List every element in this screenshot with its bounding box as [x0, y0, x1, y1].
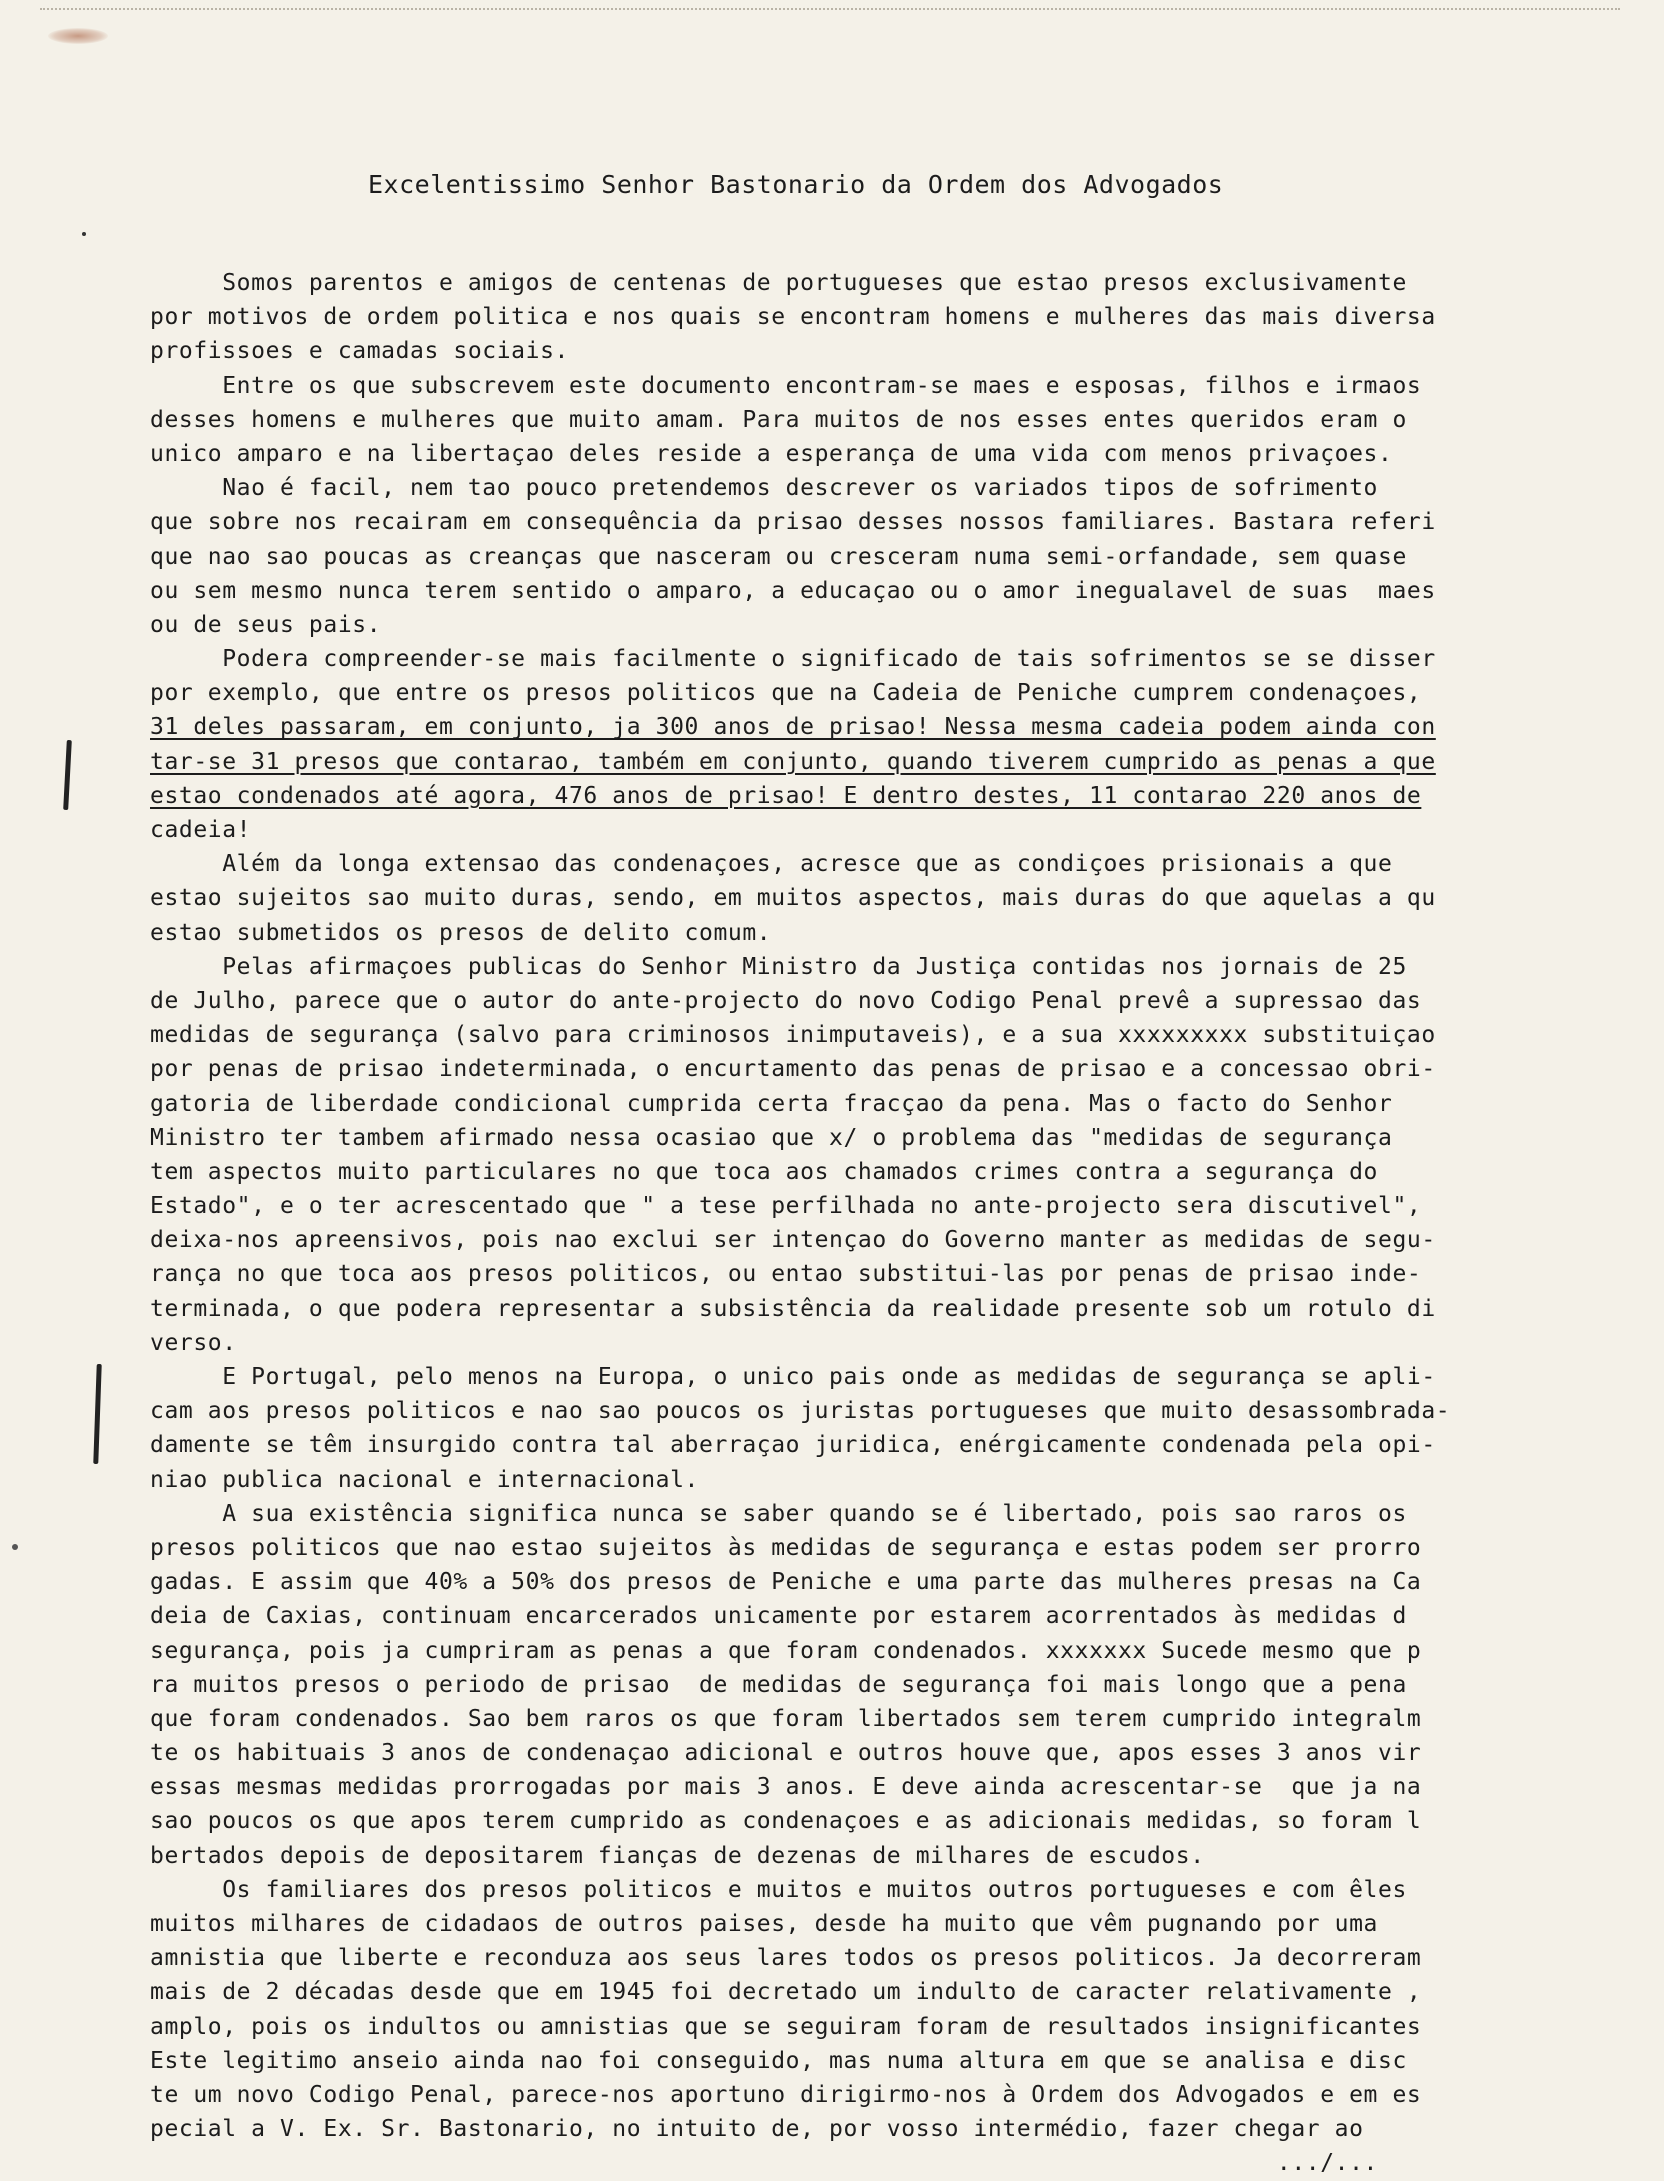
text-line: que sobre nos recairam em consequência da prisao desses nossos familiares. Bastara referi: [150, 509, 1436, 536]
text-line: que foram condenados. Sao bem raros os que foram libertados sem terem cumprido integralm: [150, 1705, 1422, 1732]
ink-dot-margin: [12, 1544, 18, 1550]
margin-mark-1: [63, 740, 72, 810]
text-line: gatoria de liberdade condicional cumprida certa fracçao da pena. Mas o facto do Senhor: [150, 1090, 1393, 1117]
text-line: por motivos de ordem politica e nos quais se encontram homens e mulheres das mais diversa: [150, 304, 1436, 331]
text-line: por exemplo, que entre os presos politicos que na Cadeia de Peniche cumprem condenaçoes,: [150, 680, 1422, 707]
text-line: damente se têm insurgido contra tal aberraçao juridica, enérgicamente condenada pela opi-: [150, 1432, 1436, 1459]
text-line: Podera compreender-se mais facilmente o significado de tais sofrimentos se se disser: [150, 646, 1436, 673]
text-line: deia de Caxias, continuam encarcerados unicamente por estarem acorrentados às medidas d: [150, 1603, 1407, 1630]
text-line: estao sujeitos sao muito duras, sendo, em muitos aspectos, mais duras do que aquelas a qu: [150, 885, 1436, 912]
text-line: tar-se 31 presos que contarao, também em conjunto, quando tiverem cumprido as penas a que: [150, 748, 1436, 775]
text-line: de Julho, parece que o autor do ante-projecto do novo Codigo Penal prevê a supressao das: [150, 987, 1422, 1014]
text-line: 31 deles passaram, em conjunto, ja 300 anos de prisao! Nessa mesma cadeia podem ainda con: [150, 714, 1436, 741]
text-line: Estado", e o ter acrescentado que " a tese perfilhada no ante-projecto sera discutivel",: [150, 1193, 1422, 1220]
text-line: tem aspectos muito particulares no que toca aos chamados crimes contra a segurança do: [150, 1158, 1379, 1185]
text-line: amnistia que liberte e reconduza aos seus lares todos os presos politicos. Ja decorreram: [150, 1945, 1422, 1972]
text-line: que nao sao poucas as creanças que nasceram ou cresceram numa semi-orfandade, sem quase: [150, 543, 1407, 570]
text-line: bertados depois de depositarem fianças de dezenas de milhares de escudos.: [150, 1842, 1205, 1869]
text-line: pecial a V. Ex. Sr. Bastonario, no intuito de, por vosso intermédio, fazer chegar ao: [150, 2116, 1364, 2143]
text-line: Somos parentos e amigos de centenas de portugueses que estao presos exclusivamente: [150, 270, 1407, 296]
text-line: desses homens e mulheres que muito amam. Para muitos de nos esses entes queridos eram o: [150, 406, 1407, 433]
text-line: mais de 2 décadas desde que em 1945 foi decretado um indulto de caracter relativamente ,: [150, 1979, 1422, 2006]
text-line: presos politicos que nao estao sujeitos às medidas de segurança e estas podem ser prorro: [150, 1534, 1422, 1561]
text-line: E Portugal, pelo menos na Europa, o unico pais onde as medidas de segurança se apli-: [150, 1364, 1436, 1390]
text-line: Nao é facil, nem tao pouco pretendemos descrever os variados tipos de sofrimento: [150, 475, 1379, 502]
text-line: estao condenados até agora, 476 anos de prisao! E dentro destes, 11 contarao 220 anos de: [150, 782, 1422, 809]
text-line: gadas. E assim que 40% a 50% dos presos de Peniche e uma parte das mulheres presas na Ca: [150, 1569, 1422, 1596]
text-line: verso.: [150, 1329, 237, 1356]
letter-body: [150, 266, 1650, 2181]
text-line: ou de seus pais.: [150, 611, 382, 638]
text-line: profissoes e camadas sociais.: [150, 338, 569, 365]
text-line: estao submetidos os presos de delito comum.: [150, 919, 772, 946]
text-line: Os familiares dos presos politicos e muitos e muitos outros portugueses e com êles: [150, 1876, 1407, 1903]
ink-stain: [48, 28, 108, 44]
text-line: amplo, pois os indultos ou amnistias que se seguiram foram de resultados insignificantes: [150, 2013, 1422, 2040]
text-line: ou sem mesmo nunca terem sentido o amparo, a educaçao ou o amor inegualavel de suas maes: [150, 577, 1436, 604]
text-line: niao publica nacional e internacional.: [150, 1466, 699, 1493]
text-line: Entre os que subscrevem este documento encontram-se maes e esposas, filhos e irmaos: [150, 372, 1422, 399]
text-line: Este legitimo anseio ainda nao foi conseguido, mas numa altura em que se analisa e disc: [150, 2047, 1407, 2074]
text-line: segurança, pois ja cumpriram as penas a que foram condenados. xxxxxxx Sucede mesmo que p: [150, 1637, 1422, 1664]
text-line: por penas de prisao indeterminada, o encurtamento das penas de prisao e a concessao obri-: [150, 1056, 1436, 1083]
letter-title: Excelentissimo Senhor Bastonario da Ordem dos Advogados: [368, 170, 1224, 199]
text-line: cadeia!: [150, 817, 252, 843]
text-line: sao poucos os que apos terem cumprido as condenaçoes e as adicionais medidas, so foram l: [150, 1808, 1422, 1835]
text-line: A sua existência significa nunca se saber quando se é libertado, pois sao raros os: [150, 1500, 1407, 1527]
text-line: .../...: [150, 2150, 1379, 2177]
text-line: rança no que toca aos presos politicos, ou entao substitui-las por penas de prisao inde-: [150, 1261, 1422, 1288]
text-line: Ministro ter tambem afirmado nessa ocasiao que x/ o problema das "medidas de segurança: [150, 1124, 1393, 1151]
text-line: muitos milhares de cidadaos de outros paises, desde ha muito que vêm pugnando por uma: [150, 1911, 1379, 1937]
margin-mark-2: [93, 1364, 101, 1464]
text-line: deixa-nos apreensivos, pois nao exclui ser intençao do Governo manter as medidas de segu-: [150, 1227, 1436, 1254]
text-line: cam aos presos politicos e nao sao poucos os juristas portugueses que muito desassombrada-: [150, 1398, 1451, 1425]
text-line: terminada, o que podera representar a subsistência da realidade presente sob um rotulo di: [150, 1295, 1436, 1322]
text-line: te os habituais 3 anos de condenaçao adicional e outros houve que, apos esses 3 anos vir: [150, 1740, 1422, 1767]
text-line: unico amparo e na libertaçao deles reside a esperança de uma vida com menos privaçoes.: [150, 440, 1393, 467]
text-line: te um novo Codigo Penal, parece-nos aportuno dirigirmo-nos à Ordem dos Advogados e em es: [150, 2081, 1422, 2108]
ink-dot: [82, 232, 86, 236]
text-line: essas mesmas medidas prorrogadas por mais 3 anos. E deve ainda acrescentar-se que ja na: [150, 1774, 1422, 1801]
text-line: Pelas afirmaçoes publicas do Senhor Ministro da Justiça contidas nos jornais de 25: [150, 953, 1407, 980]
text-line: Além da longa extensao das condenaçoes, acresce que as condiçoes prisionais a que: [150, 851, 1393, 878]
text-line: ra muitos presos o periodo de prisao de medidas de segurança foi mais longo que a pena: [150, 1671, 1407, 1698]
scan-top-edge: [40, 8, 1620, 10]
text-line: medidas de segurança (salvo para criminosos inimputaveis), e a sua xxxxxxxxx substituiçao: [150, 1022, 1436, 1049]
